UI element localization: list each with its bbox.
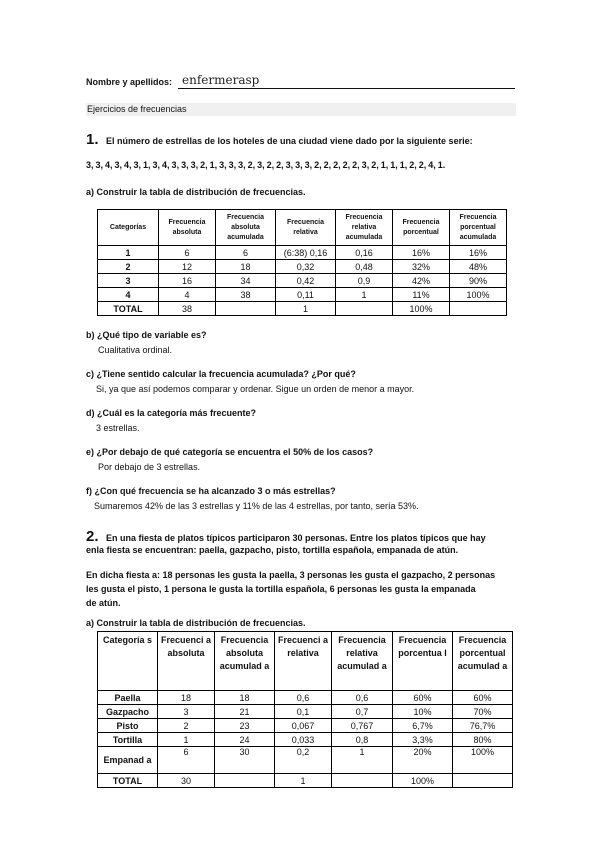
- table-row: [98, 733, 513, 747]
- table-cell: Pisto: [98, 719, 158, 733]
- table-cell: 11%: [393, 288, 450, 302]
- table-cell: 38: [216, 288, 276, 302]
- table-row: [98, 747, 513, 774]
- table-cell: 60%: [453, 691, 513, 705]
- table-header: Frecuencia absoluta: [159, 210, 216, 246]
- table-cell: 21: [215, 705, 275, 719]
- name-label: Nombre y apellidos:: [86, 77, 173, 87]
- table-cell: [216, 302, 276, 316]
- table-header: Frecuencia porcentual acumulada: [450, 210, 507, 246]
- table-cell: 100%: [393, 302, 450, 316]
- table-cell: 0,8: [332, 733, 393, 747]
- table-row: [98, 274, 507, 288]
- table-cell: 6,7%: [393, 719, 453, 733]
- table-cell: TOTAL: [98, 774, 158, 788]
- table-cell: 16: [159, 274, 216, 288]
- table-cell: 24: [215, 733, 275, 747]
- table-header: Frecuencia porcentual acumulad a: [453, 632, 513, 691]
- q1-answer-d: 3 estrellas.: [96, 423, 140, 433]
- q1-part-d: d) ¿Cuál es la categoría más frecuente?: [86, 408, 257, 418]
- table-row: [98, 705, 513, 719]
- q1-part-e: [86, 447, 373, 457]
- table-cell: 42%: [393, 274, 450, 288]
- table-cell: 1: [332, 747, 393, 774]
- table-cell: 0,7: [332, 705, 393, 719]
- table-cell: 4: [98, 288, 159, 302]
- table-cell: 4: [159, 288, 216, 302]
- table-cell: 18: [216, 260, 276, 274]
- table-cell: 76,7%: [453, 719, 513, 733]
- table-cell: 0,767: [332, 719, 393, 733]
- table-row: [98, 719, 513, 733]
- table-cell: 0,1: [275, 705, 332, 719]
- q2-intro: [106, 533, 486, 543]
- table-cell: 90%: [450, 274, 507, 288]
- table-cell: 20%: [393, 747, 453, 774]
- table-cell: 0,42: [276, 274, 336, 288]
- q1-answer-e: Por debajo de 3 estrellas.: [98, 462, 201, 472]
- table-header-row: [98, 210, 507, 246]
- section-band: [86, 103, 516, 116]
- table-cell: [332, 774, 393, 788]
- table-cell: 1: [158, 733, 215, 747]
- table-header: Categorías: [98, 210, 159, 246]
- table-cell: 60%: [393, 691, 453, 705]
- table-cell: 1: [275, 774, 332, 788]
- table-cell: 6: [158, 747, 215, 774]
- name-value: enfermerasp: [182, 73, 260, 87]
- table-cell: [215, 774, 275, 788]
- q2-intro-line2: enla fiesta se encuentran: paella, gazpacho, pisto, tortilla española, empanada de atún.: [86, 545, 459, 555]
- table-cell: 18: [158, 691, 215, 705]
- q1-part-f: f) ¿Con qué frecuencia se ha alcanzado 3 o más estrellas?: [86, 486, 336, 496]
- table-cell: 0,11: [276, 288, 336, 302]
- table-cell: 3,3%: [393, 733, 453, 747]
- table-cell: 34: [216, 274, 276, 288]
- q2-detail-line1: En dicha fiesta a: 18 personas les gusta la paella, 3 personas les gusta el gazpacho, 2 personas: [86, 570, 496, 580]
- table-cell: 2: [98, 260, 159, 274]
- table-cell: 100%: [393, 774, 453, 788]
- table-header: Frecuencia relativa: [276, 210, 336, 246]
- table-cell: 0,2: [275, 747, 332, 774]
- table-header: Frecuencia porcentual: [393, 210, 450, 246]
- table-header: Categoría s: [98, 632, 158, 691]
- q2-part-a: a) Construir la tabla de distribución de frecuencias.: [86, 618, 306, 628]
- table-cell: 38: [159, 302, 216, 316]
- table-cell: 16%: [393, 246, 450, 260]
- q1-heading: [86, 131, 473, 149]
- q1-frequency-table: [97, 209, 507, 316]
- q1-part-b: b) ¿Qué tipo de variable es?: [86, 330, 207, 340]
- table-row: [98, 246, 507, 260]
- table-cell: 30: [215, 747, 275, 774]
- table-header: Frecuenci a relativa: [275, 632, 332, 691]
- table-cell: 18: [215, 691, 275, 705]
- table-cell: 16%: [450, 246, 507, 260]
- q2-detail-line2: les gusta el pisto, 1 persona le gusta la tortilla española, 6 personas les gusta la empanada: [86, 584, 476, 594]
- table-cell: 10%: [393, 705, 453, 719]
- table-header: Frecuencia relativa acumulad a: [332, 632, 393, 691]
- q1-answer-c: Si, ya que así podemos comparar y ordenar. Sigue un orden de menor a mayor.: [96, 384, 415, 394]
- table-row: [98, 260, 507, 274]
- table-header: Frecuencia absoluta acumulada: [216, 210, 276, 246]
- table-cell: 0,32: [276, 260, 336, 274]
- table-cell: 2: [158, 719, 215, 733]
- table-cell: 32%: [393, 260, 450, 274]
- q1-number: 1.: [86, 131, 99, 148]
- table-header: Frecuencia absoluta acumulad a: [215, 632, 275, 691]
- q1-part-a: a) Construir la tabla de distribución de frecuencias.: [86, 187, 306, 197]
- table-cell: 6: [159, 246, 216, 260]
- table-cell: 48%: [450, 260, 507, 274]
- table-cell: TOTAL: [98, 302, 159, 316]
- table-cell: 0,9: [336, 274, 393, 288]
- q2-number: 2.: [86, 528, 99, 545]
- table-cell: Gazpacho: [98, 705, 158, 719]
- table-cell: 1: [276, 302, 336, 316]
- table-cell: 6: [216, 246, 276, 260]
- table-cell: 80%: [453, 733, 513, 747]
- table-cell: 23: [215, 719, 275, 733]
- table-cell: Tortilla: [98, 733, 158, 747]
- q1-part-e-bold: 50%: [293, 447, 312, 457]
- table-cell: 0,16: [336, 246, 393, 260]
- table-cell: 12: [159, 260, 216, 274]
- table-cell: [450, 302, 507, 316]
- table-cell: 3: [98, 274, 159, 288]
- q1-series: 3, 3, 4, 3, 4, 3, 1, 3, 4, 3, 3, 3, 2, 1, 3, 3, 3, 2, 3, 2, 2, 3, 3, 3, 2, 2, 2, 2, 2, 3, 2, 1, 1, 1, 2, 2, 4, 1.: [86, 160, 446, 170]
- table-header-row: [98, 632, 513, 691]
- table-cell: (6:38) 0,16: [276, 246, 336, 260]
- table-cell: 1: [336, 288, 393, 302]
- table-total-row: [98, 774, 513, 788]
- table-cell: 1: [98, 246, 159, 260]
- table-cell: 70%: [453, 705, 513, 719]
- q1-part-c: c) ¿Tiene sentido calcular la frecuencia acumulada? ¿Por qué?: [86, 369, 356, 379]
- q2-heading: [86, 528, 486, 546]
- table-header: Frecuenci a absoluta: [158, 632, 215, 691]
- q1-part-e-pre: e) ¿Por debajo de qué categoría se encuentra el: [86, 447, 294, 457]
- name-row: [86, 73, 516, 90]
- table-cell: 100%: [450, 288, 507, 302]
- table-cell: 0,48: [336, 260, 393, 274]
- table-cell: Empanad a: [98, 747, 158, 774]
- q2-detail-line3: de atún.: [86, 598, 121, 608]
- q1-text: El número de estrellas de los hoteles de una ciudad viene dado por la siguiente serie:: [105, 136, 473, 146]
- name-underline: [178, 88, 515, 89]
- table-cell: 3: [158, 705, 215, 719]
- table-cell: [453, 774, 513, 788]
- table-row: [98, 691, 513, 705]
- table-cell: 0,6: [275, 691, 332, 705]
- table-cell: 100%: [453, 747, 513, 774]
- q2-frequency-table: [97, 631, 513, 788]
- table-cell: 0,6: [332, 691, 393, 705]
- table-cell: 0,033: [275, 733, 332, 747]
- q2-intro-pre: En una fiesta de platos típicos participaron: [105, 533, 293, 543]
- q1-answer-b: Cualitativa ordinal.: [98, 345, 173, 355]
- table-header: Frecuencia relativa acumulada: [336, 210, 393, 246]
- table-total-row: [98, 302, 507, 316]
- q2-intro-bold: 30: [292, 533, 303, 543]
- table-cell: [336, 302, 393, 316]
- table-header: Frecuencia porcentua l: [393, 632, 453, 691]
- table-cell: 30: [158, 774, 215, 788]
- q2-intro-post: personas. Entre los platos típicos que hay: [302, 533, 486, 543]
- q1-part-e-post: de los casos?: [311, 447, 374, 457]
- section-title: Ejercicios de frecuencias: [87, 104, 187, 114]
- q1-answer-f: Sumaremos 42% de las 3 estrellas y 11% de las 4 estrellas, por tanto, sería 53%.: [94, 501, 419, 511]
- table-cell: 0,067: [275, 719, 332, 733]
- table-cell: Paella: [98, 691, 158, 705]
- table-row: [98, 288, 507, 302]
